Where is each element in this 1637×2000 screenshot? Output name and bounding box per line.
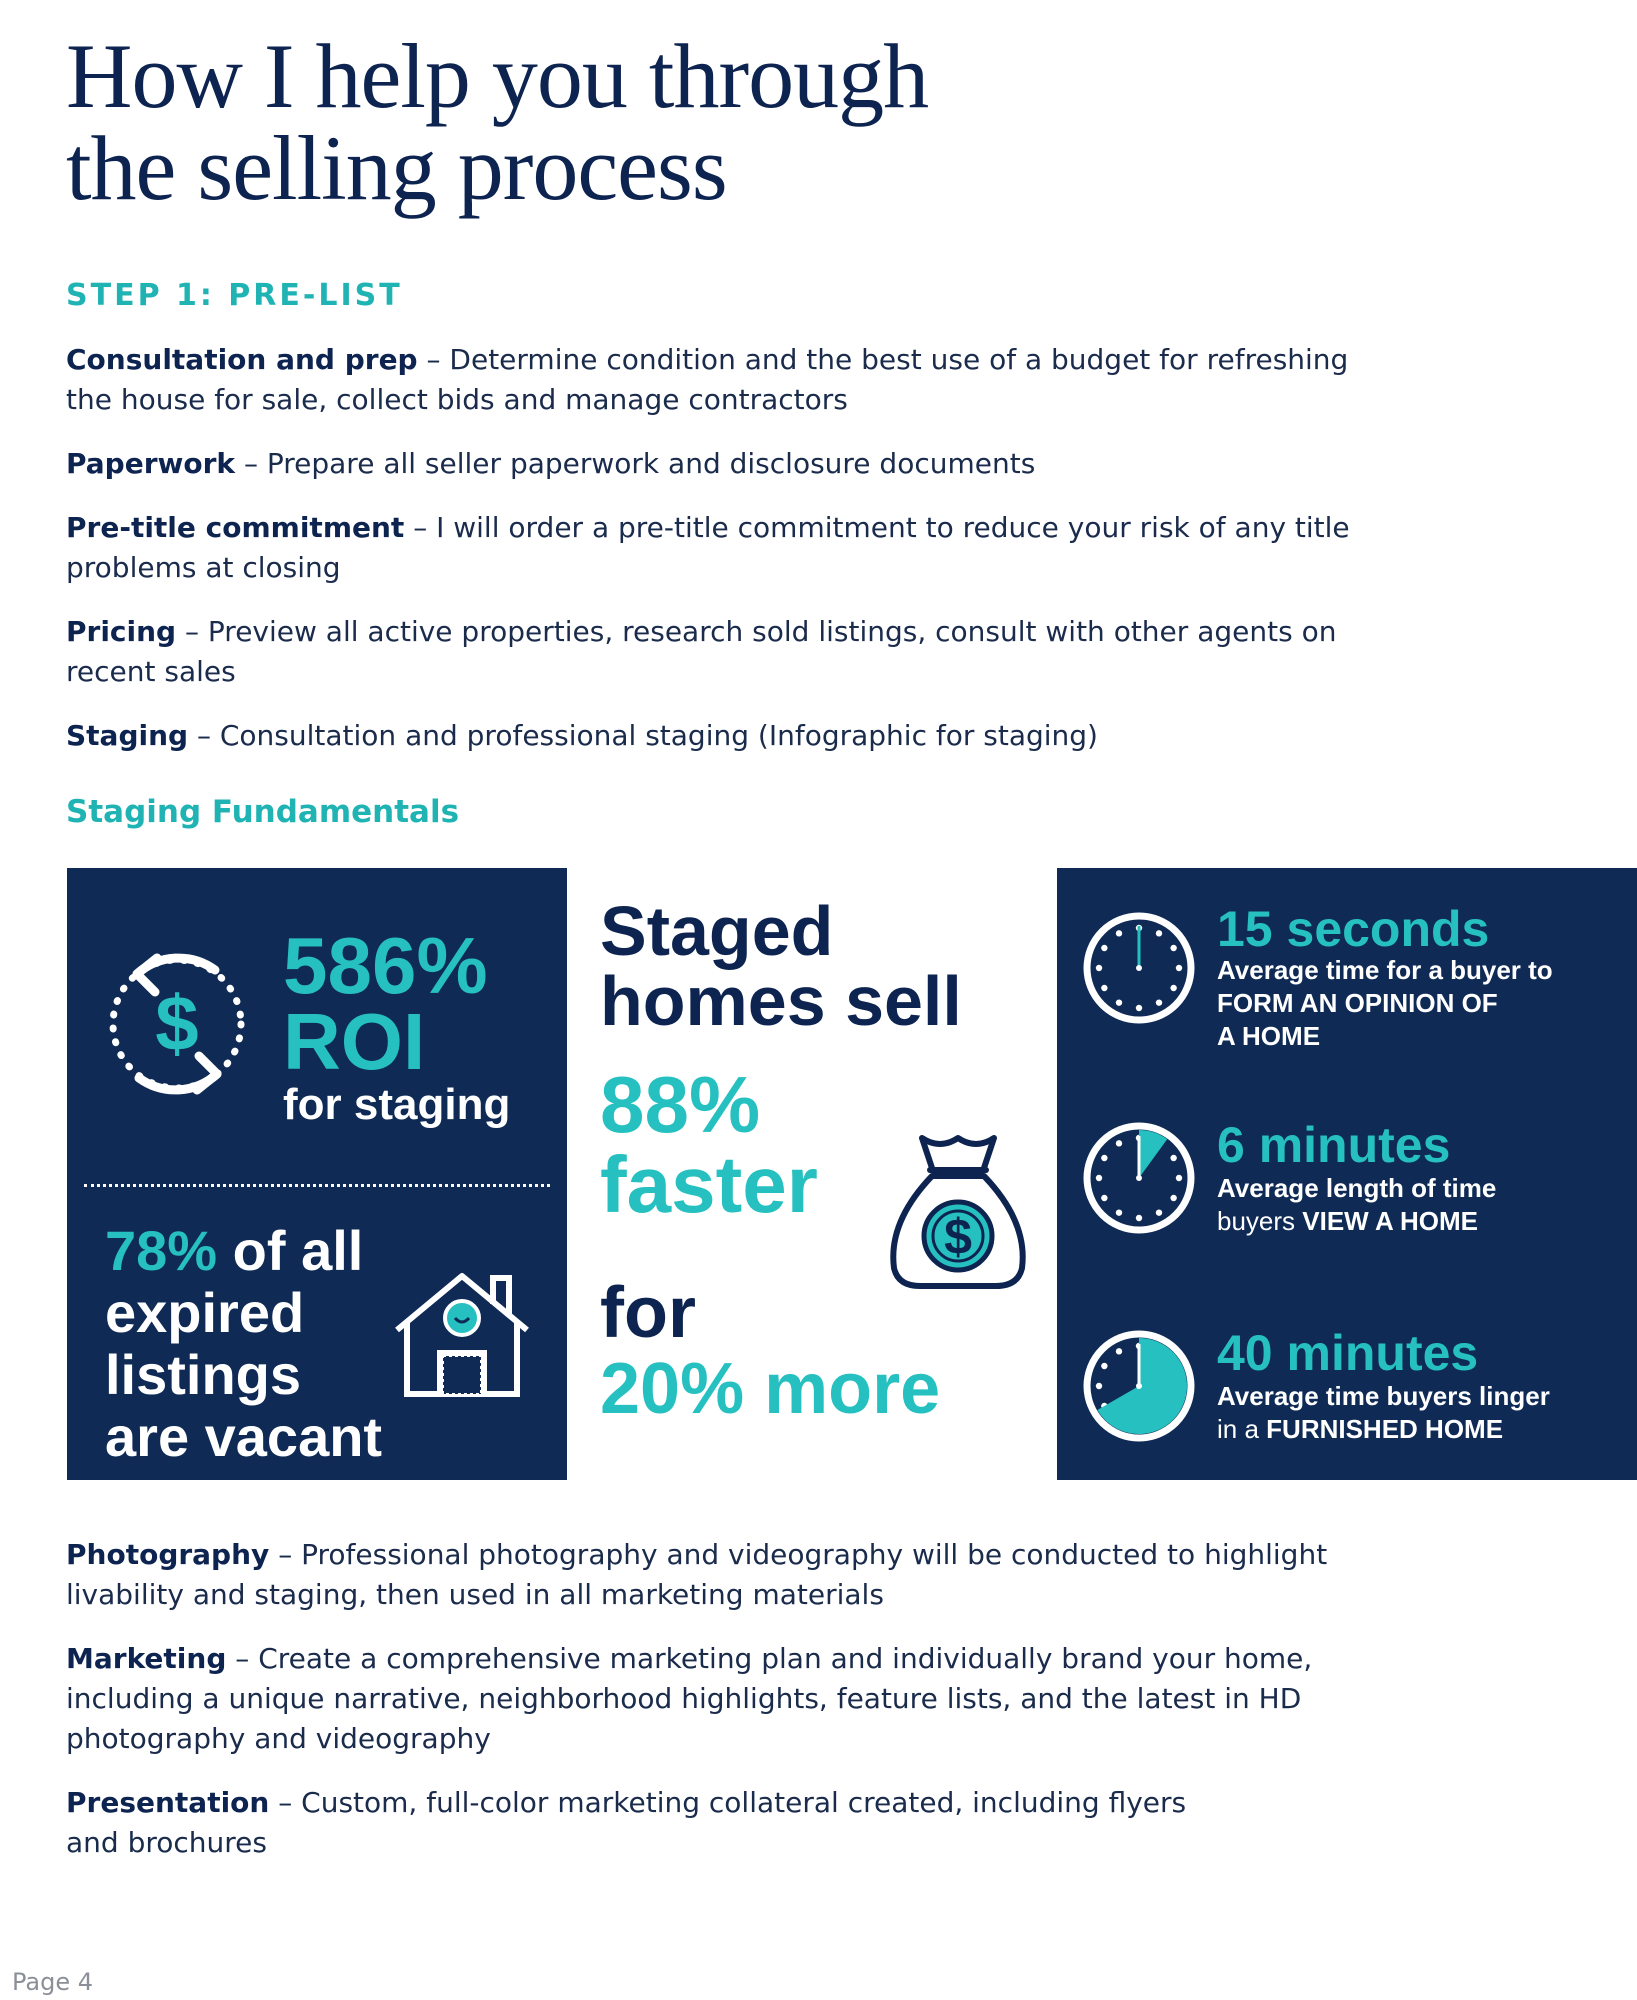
- title-line-2: the selling process: [66, 117, 727, 219]
- item-text: – Custom, full-color marketing collateral created, including flyers and brochures: [66, 1786, 1187, 1859]
- list-item: [66, 340, 1396, 420]
- item-text: – Consultation and professional staging (Infographic for staging): [188, 719, 1098, 752]
- expired-rest: of all: [217, 1219, 364, 1282]
- staging-heading: Staging Fundamentals: [66, 794, 460, 830]
- step-heading: STEP 1: PRE-LIST: [66, 278, 403, 313]
- stat-text: [1217, 1380, 1627, 1446]
- stat-heading: 40 minutes: [1217, 1325, 1479, 1381]
- list-item: [66, 612, 1396, 692]
- clock-15s-icon: [1081, 910, 1197, 1026]
- staged-line-2: homes sell: [600, 962, 962, 1040]
- svg-text:$: $: [155, 979, 199, 1067]
- item-term: Pricing: [66, 615, 177, 648]
- item-text: – Create a comprehensive marketing plan and individually brand your home, including a unique narrative, neighborhood highlights, feature lists, and the latest in HD photography and videography: [66, 1642, 1313, 1755]
- stat-line: [1217, 1413, 1627, 1446]
- item-text: – Determine condition and the best use of a budget for refreshing the house for sale, collect bids and manage contractors: [66, 343, 1349, 416]
- item-term: Pre-title commitment: [66, 511, 405, 544]
- page-title: [66, 25, 929, 219]
- marketing-items: [66, 1535, 1396, 1887]
- item-text: – Preview all active properties, research sold listings, consult with other agents on recent sales: [66, 615, 1337, 688]
- clock-40min-icon: [1081, 1328, 1197, 1444]
- stat-line: FORM AN OPINION OF: [1217, 988, 1498, 1018]
- expired-line-2: expired: [105, 1281, 305, 1344]
- stat-heading: 15 seconds: [1217, 901, 1490, 957]
- roi-label: ROI: [283, 997, 426, 1086]
- clock-6min-icon: [1081, 1120, 1197, 1236]
- stat-line-pre: in a: [1217, 1414, 1267, 1444]
- title-line-1: How I help you through: [66, 25, 929, 127]
- item-term: Photography: [66, 1538, 270, 1571]
- item-term: Consultation and prep: [66, 343, 418, 376]
- stat-line: A HOME: [1217, 1021, 1321, 1051]
- stat-text: [1217, 1172, 1627, 1238]
- item-term: Paperwork: [66, 447, 236, 480]
- stats-panel: [1057, 868, 1637, 1480]
- stat-line-pre: buyers: [1217, 1206, 1303, 1236]
- stat-line: Average time for a buyer to: [1217, 955, 1553, 985]
- expired-line-1: [105, 1220, 363, 1282]
- list-item: [66, 444, 1396, 484]
- item-term: Marketing: [66, 1642, 227, 1675]
- dollar-cycle-icon: [97, 944, 257, 1104]
- item-text: – Professional photography and videography will be conducted to highlight livability and staging, then used in all marketing materials: [66, 1538, 1328, 1611]
- stat-heading: 6 minutes: [1217, 1117, 1451, 1173]
- roi-panel: [67, 868, 567, 1480]
- list-item: [66, 1783, 1216, 1863]
- roi-value: 586%: [283, 921, 488, 1010]
- roi-sub: for staging: [283, 1080, 511, 1129]
- item-text: – I will order a pre-title commitment to reduce your risk of any title problems at closing: [66, 511, 1350, 584]
- list-item: [66, 716, 1396, 756]
- item-term: Presentation: [66, 1786, 270, 1819]
- stat-line-bold: VIEW A HOME: [1302, 1206, 1479, 1236]
- list-item: [66, 1535, 1396, 1615]
- more-value: 20% more: [600, 1349, 941, 1429]
- expired-line-4: are vacant: [105, 1405, 383, 1468]
- faster-value: 88%: [600, 1060, 761, 1149]
- stat-text: [1217, 954, 1627, 1053]
- item-term: Staging: [66, 719, 189, 752]
- stat-line: Average time buyers linger: [1217, 1381, 1550, 1411]
- divider: [84, 1184, 550, 1187]
- stat-line: [1217, 1205, 1627, 1238]
- stat-line: Average length of time: [1217, 1173, 1497, 1203]
- expired-value: 78%: [105, 1219, 218, 1282]
- item-text: – Prepare all seller paperwork and disclosure documents: [235, 447, 1036, 480]
- staged-line-1: Staged: [600, 892, 834, 970]
- list-item: [66, 1639, 1396, 1759]
- expired-line-3: listings: [105, 1343, 302, 1406]
- faster-label: faster: [600, 1140, 818, 1229]
- svg-text:$: $: [944, 1209, 972, 1265]
- money-bag-icon: [882, 1126, 1034, 1292]
- vacant-house-icon: [389, 1268, 535, 1400]
- for-label: for: [600, 1273, 696, 1353]
- stat-line-bold: FURNISHED HOME: [1266, 1414, 1504, 1444]
- list-item: [66, 508, 1396, 588]
- page-number: Page 4: [12, 1968, 93, 1996]
- pre-list-items: [66, 340, 1396, 780]
